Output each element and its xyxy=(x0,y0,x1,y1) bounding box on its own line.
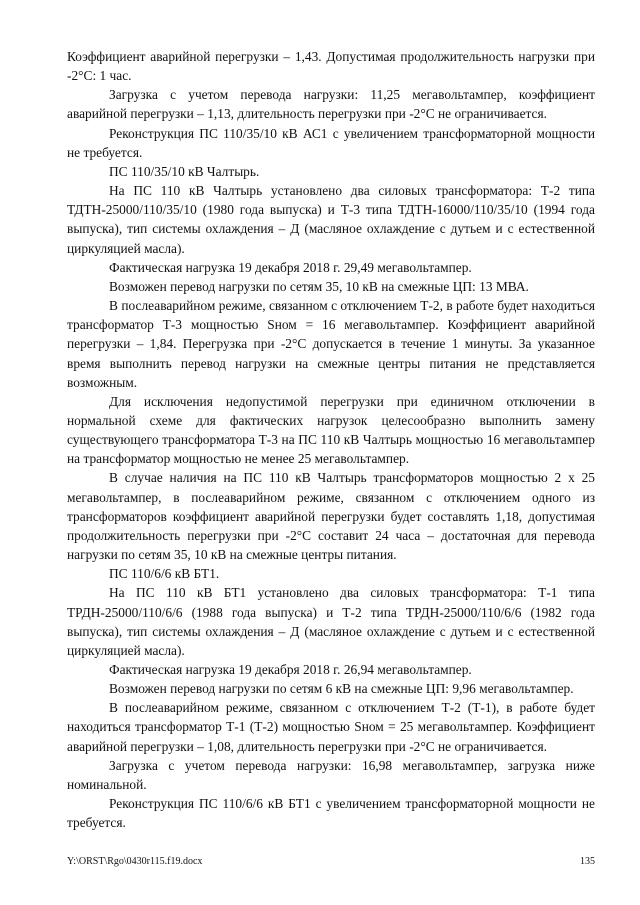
paragraph: На ПС 110 кВ БТ1 установлено два силовых трансформатора: Т-1 типа ТРДН-25000/110/6/6 (1988 года выпуска) и Т-2 типа ТРДН-25000/110/6/6 (1982 года выпуска), тип системы охлаждения – Д (масляное охлаждение с дутьем и с естественной циркуляцией масла). xyxy=(67,585,595,658)
paragraph: Фактическая нагрузка 19 декабря 2018 г. 26,94 мегавольтампер. xyxy=(109,662,472,677)
document-body xyxy=(67,47,595,832)
paragraph: На ПС 110 кВ Чалтырь установлено два силовых трансформатора: Т-2 типа ТДТН-25000/110/35/10 (1980 года выпуска) и Т-3 типа ТДТН-16000/110/35/10 (1994 года выпуска), тип системы охлаждения – Д (масляное охлаждение с дутьем и с естественной циркуляцией масла). xyxy=(67,183,595,256)
paragraph: Для исключения недопустимой перегрузки при единичном отключении в нормальной схеме для фактических нагрузок целесообразно выполнить замену существующего трансформатора Т-3 на ПС 110 кВ Чалтырь мощностью 16 мегавольтампер на трансформатор мощностью не менее 25 мегавольтампер. xyxy=(67,393,595,467)
paragraph: Загрузка с учетом перевода нагрузки: 11,25 мегавольтампер, коэффициент аварийной перегрузки – 1,13, длительность перегрузки при -2°С не ограничивается. xyxy=(67,87,595,122)
paragraph: В послеаварийном режиме, связанном с отключением Т-2 (Т-1), в работе будет находиться трансформатор Т-1 (Т-2) мощностью Sном = 25 мегавольтампер. Коэффициент аварийной перегрузки – 1,08, длительность перегрузки при -2°С не ограничивается. xyxy=(67,700,595,754)
paragraph: Фактическая нагрузка 19 декабря 2018 г. 29,49 мегавольтампер. xyxy=(109,259,472,275)
paragraph: Коэффициент аварийной перегрузки – 1,43. Допустимая продолжительность нагрузки при -2°С: 1 час. xyxy=(67,49,595,84)
paragraph: В послеаварийном режиме, связанном с отключением Т-2, в работе будет находиться трансформатор Т-3 мощностью Sном = 16 мегавольтампер. Коэффициент аварийной перегрузки – 1,84. Перегрузка при -2°С допускается в течение 1 минуты. За указанное время выполнить перевод нагрузки на смежные центры питания не представляется возможным. xyxy=(67,298,595,390)
section-heading: ПС 110/6/6 кВ БТ1. xyxy=(109,566,220,582)
file-path: Y:\ORST\Rgo\0430r115.f19.docx xyxy=(67,856,203,867)
page-number: 135 xyxy=(580,856,595,867)
paragraph: Возможен перевод нагрузки по сетям 35, 10 кВ на смежные ЦП: 13 МВА. xyxy=(109,278,529,294)
section-heading: ПС 110/35/10 кВ Чалтырь. xyxy=(109,163,260,179)
paragraph: В случае наличия на ПС 110 кВ Чалтырь трансформаторов мощностью 2 х 25 мегавольтампер, в послеаварийном режиме, связанном с отключением одного из трансформаторов коэффициент аварийной перегрузки будет составлять 1,18, допустимая продолжительность перегрузки при -2°С составит 24 часа – достаточная для перевода нагрузки по сетям 35, 10 кВ на смежные центры питания. xyxy=(67,470,595,563)
paragraph: Реконструкция ПС 110/6/6 кВ БТ1 с увеличением трансформаторной мощности не требуется. xyxy=(67,796,595,831)
paragraph: Реконструкция ПС 110/35/10 кВ АС1 с увеличением трансформаторной мощности не требуется. xyxy=(67,125,595,160)
paragraph: Загрузка с учетом перевода нагрузки: 16,98 мегавольтампер, загрузка ниже номинальной. xyxy=(67,757,595,792)
paragraph: Возможен перевод нагрузки по сетям 6 кВ на смежные ЦП: 9,96 мегавольтампер. xyxy=(109,681,574,697)
